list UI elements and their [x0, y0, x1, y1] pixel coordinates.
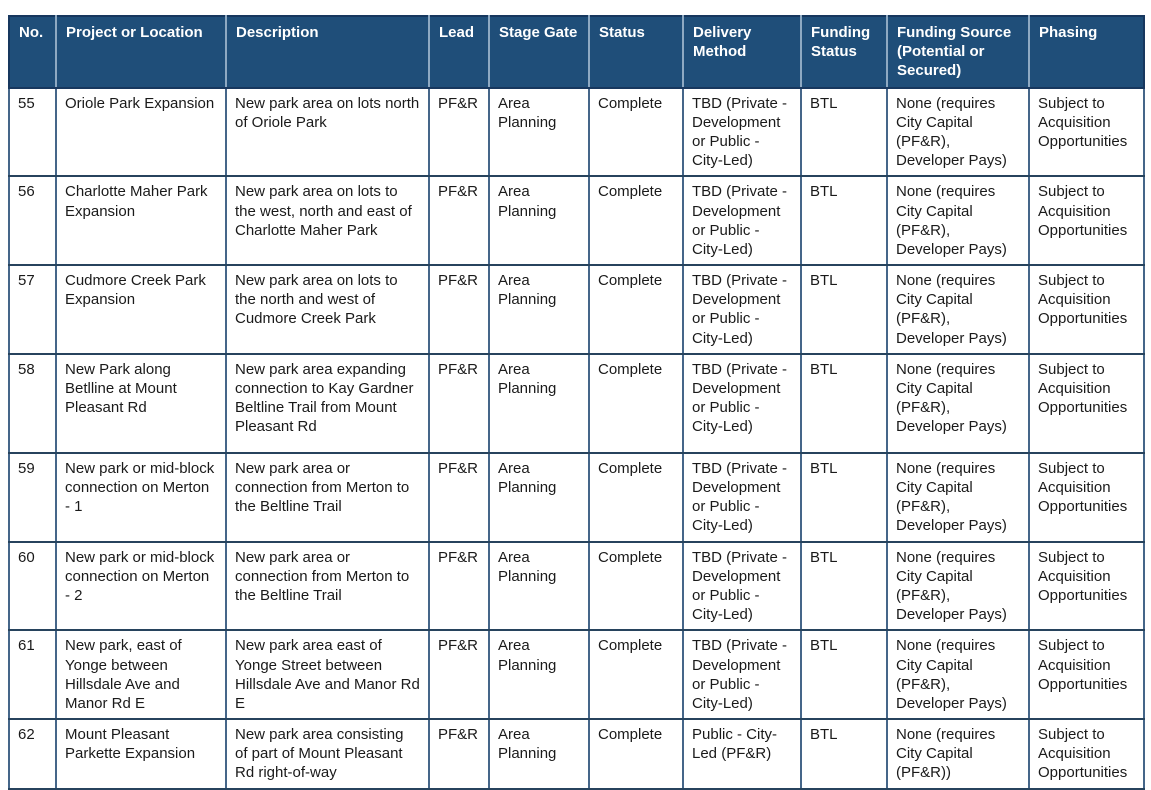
- cell-funding-source: None (requires City Capital (PF&R), Developer Pays): [887, 453, 1029, 542]
- table-row: [9, 630, 1144, 719]
- table-row: [9, 542, 1144, 631]
- column-header-funding-status: Funding Status: [801, 16, 887, 88]
- cell-lead: PF&R: [429, 176, 489, 265]
- table-row: [9, 354, 1144, 453]
- cell-delivery-method: TBD (Private - Development or Public - City-Led): [683, 265, 801, 354]
- cell-stage-gate: Area Planning: [489, 542, 589, 631]
- cell-project: New Park along Betlline at Mount Pleasant Rd: [56, 354, 226, 453]
- cell-description: New park area or connection from Merton to the Beltline Trail: [226, 542, 429, 631]
- cell-funding-status: BTL: [801, 453, 887, 542]
- cell-no: 57: [9, 265, 56, 354]
- cell-description: New park area consisting of part of Mount Pleasant Rd right-of-way: [226, 719, 429, 789]
- cell-project: Mount Pleasant Parkette Expansion: [56, 719, 226, 789]
- cell-funding-source: None (requires City Capital (PF&R), Developer Pays): [887, 88, 1029, 177]
- cell-funding-status: BTL: [801, 542, 887, 631]
- cell-lead: PF&R: [429, 719, 489, 789]
- cell-stage-gate: Area Planning: [489, 88, 589, 177]
- cell-project: Cudmore Creek Park Expansion: [56, 265, 226, 354]
- cell-lead: PF&R: [429, 630, 489, 719]
- table-row: [9, 719, 1144, 789]
- cell-no: 59: [9, 453, 56, 542]
- cell-project: New park or mid-block connection on Merton - 1: [56, 453, 226, 542]
- table-body: [9, 88, 1144, 789]
- cell-description: New park area or connection from Merton to the Beltline Trail: [226, 453, 429, 542]
- cell-stage-gate: Area Planning: [489, 630, 589, 719]
- table-row: [9, 453, 1144, 542]
- column-header-delivery-method: Delivery Method: [683, 16, 801, 88]
- cell-lead: PF&R: [429, 265, 489, 354]
- cell-stage-gate: Area Planning: [489, 176, 589, 265]
- cell-phasing: Subject to Acquisition Opportunities: [1029, 265, 1144, 354]
- cell-description: New park area on lots to the west, north and east of Charlotte Maher Park: [226, 176, 429, 265]
- cell-no: 58: [9, 354, 56, 453]
- column-header-lead: Lead: [429, 16, 489, 88]
- cell-funding-status: BTL: [801, 176, 887, 265]
- cell-status: Complete: [589, 88, 683, 177]
- cell-stage-gate: Area Planning: [489, 354, 589, 453]
- cell-project: New park, east of Yonge between Hillsdale Ave and Manor Rd E: [56, 630, 226, 719]
- cell-status: Complete: [589, 542, 683, 631]
- cell-funding-source: None (requires City Capital (PF&R), Developer Pays): [887, 265, 1029, 354]
- cell-funding-source: None (requires City Capital (PF&R), Developer Pays): [887, 354, 1029, 453]
- cell-project: New park or mid-block connection on Merton - 2: [56, 542, 226, 631]
- cell-stage-gate: Area Planning: [489, 453, 589, 542]
- cell-no: 56: [9, 176, 56, 265]
- column-header-description: Description: [226, 16, 429, 88]
- cell-funding-status: BTL: [801, 719, 887, 789]
- cell-lead: PF&R: [429, 542, 489, 631]
- cell-funding-status: BTL: [801, 88, 887, 177]
- cell-status: Complete: [589, 265, 683, 354]
- cell-phasing: Subject to Acquisition Opportunities: [1029, 630, 1144, 719]
- cell-phasing: Subject to Acquisition Opportunities: [1029, 719, 1144, 789]
- cell-lead: PF&R: [429, 354, 489, 453]
- cell-delivery-method: TBD (Private - Development or Public - City-Led): [683, 453, 801, 542]
- cell-status: Complete: [589, 453, 683, 542]
- cell-project: Charlotte Maher Park Expansion: [56, 176, 226, 265]
- cell-delivery-method: TBD (Private - Development or Public - City-Led): [683, 630, 801, 719]
- cell-funding-status: BTL: [801, 354, 887, 453]
- cell-no: 55: [9, 88, 56, 177]
- column-header-phasing: Phasing: [1029, 16, 1144, 88]
- cell-delivery-method: TBD (Private - Development or Public - City-Led): [683, 88, 801, 177]
- cell-funding-source: None (requires City Capital (PF&R)): [887, 719, 1029, 789]
- cell-status: Complete: [589, 630, 683, 719]
- column-header-project: Project or Location: [56, 16, 226, 88]
- cell-phasing: Subject to Acquisition Opportunities: [1029, 176, 1144, 265]
- cell-funding-source: None (requires City Capital (PF&R), Developer Pays): [887, 630, 1029, 719]
- cell-status: Complete: [589, 354, 683, 453]
- cell-no: 60: [9, 542, 56, 631]
- projects-table: [8, 15, 1145, 790]
- column-header-stage-gate: Stage Gate: [489, 16, 589, 88]
- cell-phasing: Subject to Acquisition Opportunities: [1029, 453, 1144, 542]
- header-row: [9, 16, 1144, 88]
- column-header-status: Status: [589, 16, 683, 88]
- cell-lead: PF&R: [429, 88, 489, 177]
- cell-delivery-method: Public - City-Led (PF&R): [683, 719, 801, 789]
- cell-delivery-method: TBD (Private - Development or Public - City-Led): [683, 354, 801, 453]
- cell-delivery-method: TBD (Private - Development or Public - City-Led): [683, 176, 801, 265]
- table-row: [9, 265, 1144, 354]
- cell-description: New park area east of Yonge Street between Hillsdale Ave and Manor Rd E: [226, 630, 429, 719]
- column-header-no: No.: [9, 16, 56, 88]
- column-header-funding-source: Funding Source (Potential or Secured): [887, 16, 1029, 88]
- cell-project: Oriole Park Expansion: [56, 88, 226, 177]
- cell-phasing: Subject to Acquisition Opportunities: [1029, 542, 1144, 631]
- cell-phasing: Subject to Acquisition Opportunities: [1029, 88, 1144, 177]
- table-row: [9, 176, 1144, 265]
- table-row: [9, 88, 1144, 177]
- cell-stage-gate: Area Planning: [489, 265, 589, 354]
- cell-description: New park area on lots to the north and west of Cudmore Creek Park: [226, 265, 429, 354]
- cell-no: 61: [9, 630, 56, 719]
- cell-funding-status: BTL: [801, 265, 887, 354]
- cell-lead: PF&R: [429, 453, 489, 542]
- cell-delivery-method: TBD (Private - Development or Public - City-Led): [683, 542, 801, 631]
- cell-description: New park area on lots north of Oriole Park: [226, 88, 429, 177]
- cell-stage-gate: Area Planning: [489, 719, 589, 789]
- cell-description: New park area expanding connection to Kay Gardner Beltline Trail from Mount Pleasant Rd: [226, 354, 429, 453]
- cell-status: Complete: [589, 719, 683, 789]
- cell-funding-status: BTL: [801, 630, 887, 719]
- cell-status: Complete: [589, 176, 683, 265]
- cell-funding-source: None (requires City Capital (PF&R), Developer Pays): [887, 542, 1029, 631]
- cell-phasing: Subject to Acquisition Opportunities: [1029, 354, 1144, 453]
- table-header: [9, 16, 1144, 88]
- cell-funding-source: None (requires City Capital (PF&R), Developer Pays): [887, 176, 1029, 265]
- cell-no: 62: [9, 719, 56, 789]
